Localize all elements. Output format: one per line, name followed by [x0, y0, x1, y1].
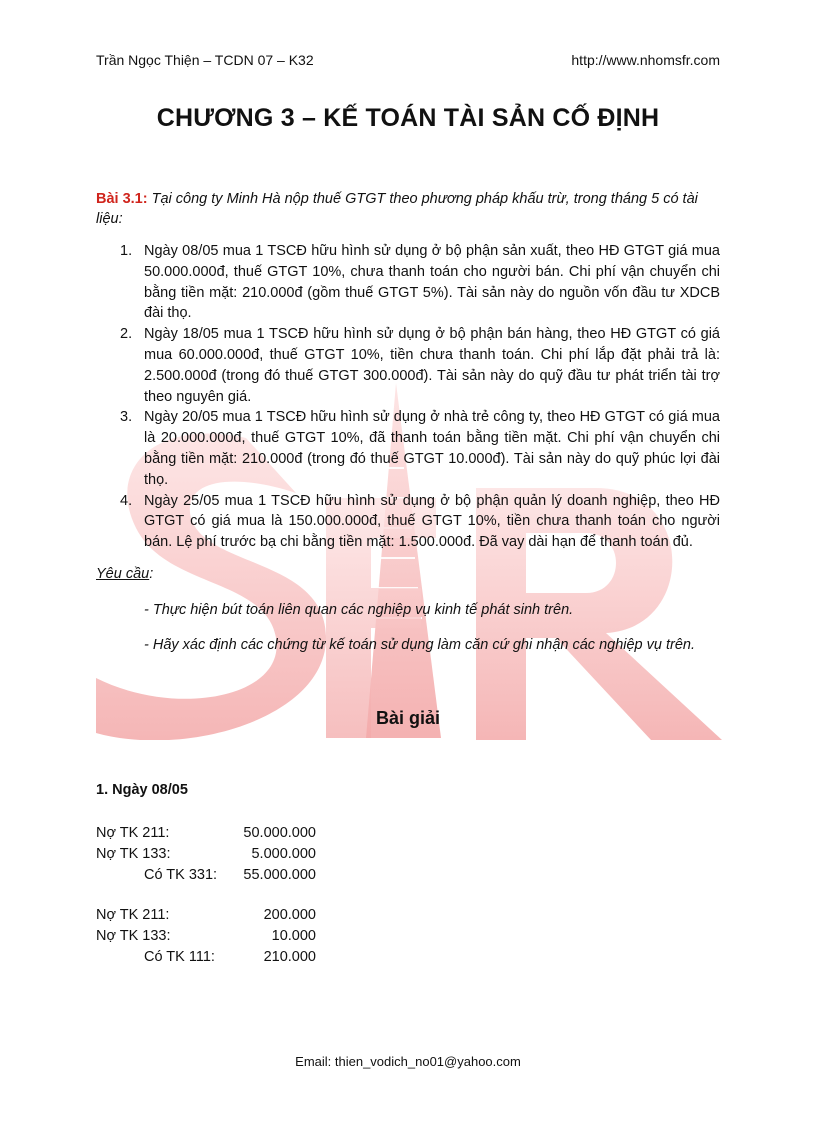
- exercise-intro: [96, 189, 720, 229]
- section-heading: 1. Ngày 08/05: [96, 782, 188, 798]
- list-item: 2. Ngày 18/05 mua 1 TSCĐ hữu hình sử dụng ở bộ phận bán hàng, theo HĐ GTGT có giá mua 60.000.000đ, thuế GTGT 10%, tiền chưa thanh toán. Chi phí lắp đặt phải trả là: 2.500.000đ (trong đó thuế GTGT 300.000đ). Tài sản này do quỹ đầu tư phát triển tài trợ theo nguyên giá.: [120, 326, 720, 405]
- list-item-text: Ngày 25/05 mua 1 TSCĐ hữu hình sử dụng ở bộ phận quản lý doanh nghiệp, theo HĐ GTGT có giá mua là 150.000.000đ, thuế GTGT 10%, tiền chưa thanh toán cho người bán. Lệ phí trước bạ chi bằng tiền mặt: 1.500.000đ. Đã vay dài hạn để thanh toán đủ.: [144, 492, 720, 551]
- chapter-title: CHƯƠNG 3 – KẾ TOÁN TÀI SẢN CỐ ĐỊNH: [156, 104, 660, 132]
- exercise-intro-text: Tại công ty Minh Hà nộp thuế GTGT theo phương pháp khấu trừ, trong tháng 5 có tài liệu:: [96, 191, 698, 227]
- entry-row: Nợ TK 133: 10.000: [96, 928, 316, 944]
- entry-row: Nợ TK 211: 200.000: [96, 907, 316, 923]
- list-item: 3. Ngày 20/05 mua 1 TSCĐ hữu hình sử dụng ở nhà trẻ công ty, theo HĐ GTGT có giá mua là 20.000.000đ, thuế GTGT 10%, đã thanh toán bằng tiền mặt. Chi phí vận chuyển chi bằng tiền mặt: 210.000đ (trong đó thuế GTGT 10.000đ). Tài sản này do quỹ phúc lợi đài thọ.: [120, 409, 720, 488]
- list-item: 4. Ngày 25/05 mua 1 TSCĐ hữu hình sử dụng ở bộ phận quản lý doanh nghiệp, theo HĐ GTGT có giá mua là 150.000.000đ, thuế GTGT 10%, tiền chưa thanh toán cho người bán. Lệ phí trước bạ chi bằng tiền mặt: 1.500.000đ. Đã vay dài hạn để thanh toán đủ.: [120, 492, 720, 551]
- journal-entry: [96, 905, 316, 968]
- exercise-label: Bài 3.1:: [96, 191, 148, 207]
- header-author: Trần Ngọc Thiện – TCDN 07 – K32: [96, 52, 314, 68]
- journal-entry: [96, 823, 316, 886]
- list-item-text: Ngày 20/05 mua 1 TSCĐ hữu hình sử dụng ở nhà trẻ công ty, theo HĐ GTGT có giá mua là 20.000.000đ, thuế GTGT 10%, đã thanh toán bằng tiền mặt. Chi phí vận chuyển chi bằng tiền mặt: 210.000đ (trong đó thuế GTGT 10.000đ). Tài sản này do quỹ phúc lợi đài thọ.: [144, 409, 720, 488]
- page-header: [96, 52, 720, 70]
- entry-row: Nợ TK 133: 5.000.000: [96, 846, 316, 862]
- requirements-label: Yêu cầu:: [96, 566, 154, 582]
- requirement-item: - Thực hiện bút toán liên quan các nghiệp vụ kinh tế phát sinh trên.: [144, 602, 574, 618]
- requirement-item: - Hãy xác định các chứng từ kế toán sử dụng làm căn cứ ghi nhận các nghiệp vụ trên.: [144, 637, 696, 653]
- entry-row: Có TK 331: 55.000.000: [144, 867, 316, 883]
- entry-row: Có TK 111: 210.000: [144, 949, 316, 965]
- list-item: 1. Ngày 08/05 mua 1 TSCĐ hữu hình sử dụng ở bộ phận sản xuất, theo HĐ GTGT giá mua 50.000.000đ, thuế GTGT 10%, chưa thanh toán cho người bán. Chi phí vận chuyển chi bằng tiền mặt: 210.000đ (gồm thuế GTGT 5%). Tài sản này do nguồn vốn đầu tư XDCB đài thọ.: [120, 243, 720, 322]
- solution-heading: Bài giải: [375, 708, 441, 728]
- list-item-text: Ngày 08/05 mua 1 TSCĐ hữu hình sử dụng ở bộ phận sản xuất, theo HĐ GTGT giá mua 50.000.000đ, thuế GTGT 10%, chưa thanh toán cho người bán. Chi phí vận chuyển chi bằng tiền mặt: 210.000đ (gồm thuế GTGT 5%). Tài sản này do nguồn vốn đầu tư XDCB đài thọ.: [144, 243, 720, 322]
- page-footer-email: Email: thien_vodich_no01@yahoo.com: [295, 1054, 521, 1069]
- entry-row: Nợ TK 211: 50.000.000: [96, 825, 316, 841]
- exercise-items: [96, 241, 720, 553]
- list-item-text: Ngày 18/05 mua 1 TSCĐ hữu hình sử dụng ở bộ phận bán hàng, theo HĐ GTGT có giá mua 60.000.000đ, thuế GTGT 10%, tiền chưa thanh toán. Chi phí lắp đặt phải trả là: 2.500.000đ (trong đó thuế GTGT 300.000đ). Tài sản này do quỹ đầu tư phát triển tài trợ theo nguyên giá.: [144, 326, 720, 405]
- header-website: http://www.nhomsfr.com: [571, 52, 720, 68]
